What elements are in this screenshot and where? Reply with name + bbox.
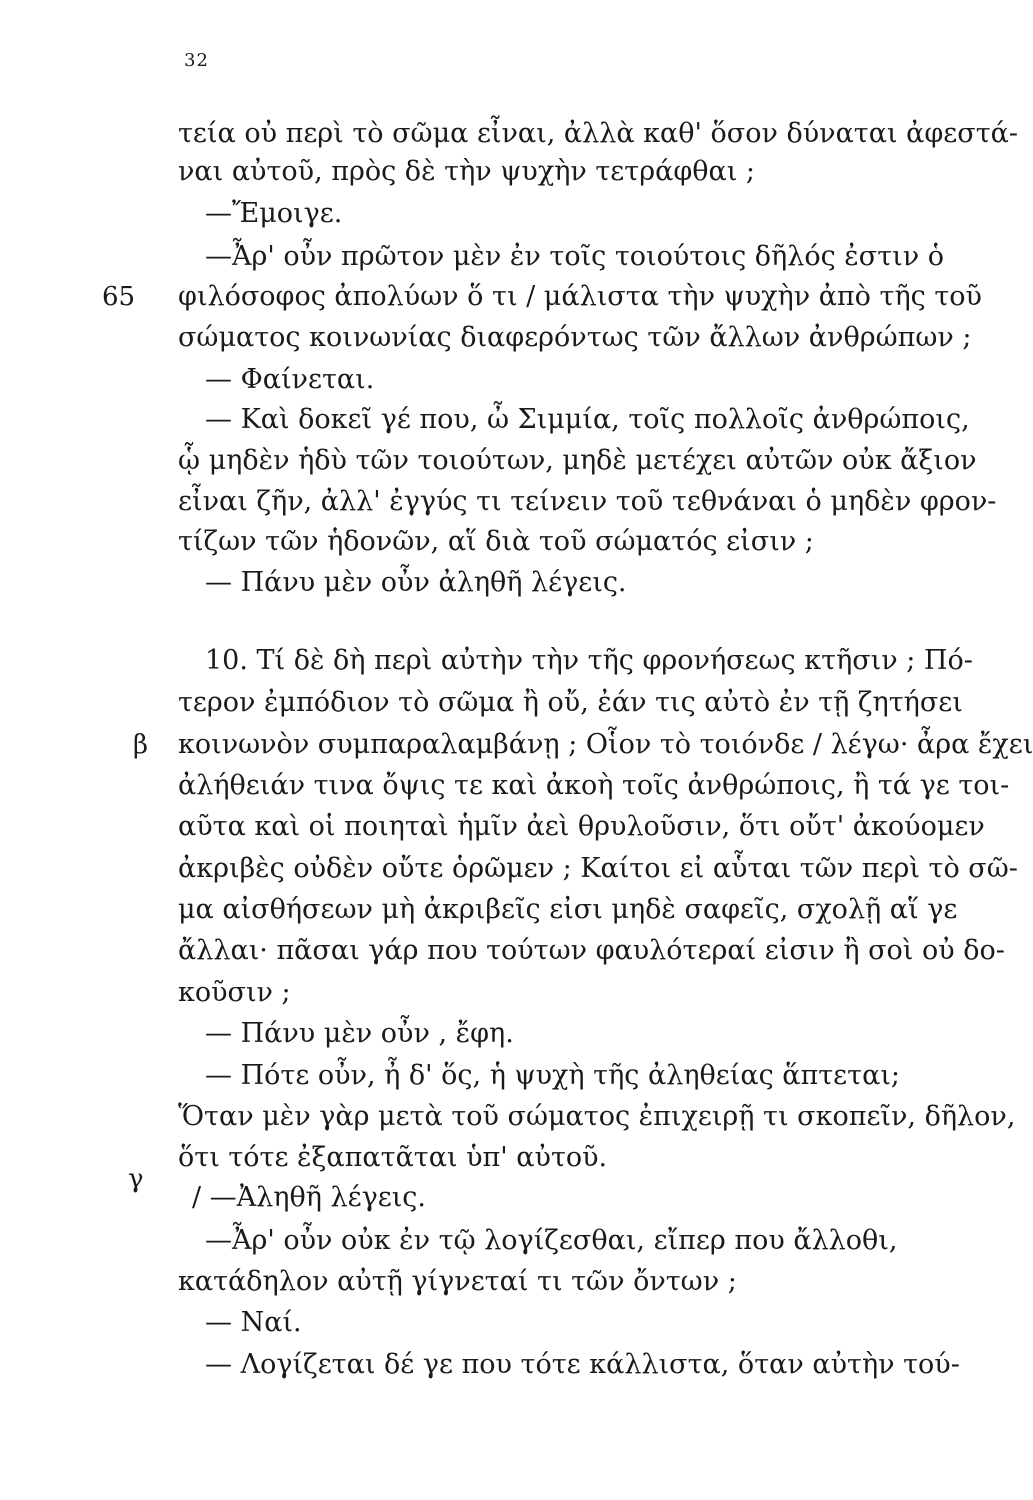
text-line: ναι αὐτοῦ, πρὸς δὲ τὴν ψυχὴν τετράφθαι ; — [178, 156, 755, 187]
text-line: κατάδηλον αὐτῇ γίγνεταί τι τῶν ὄντων ; — [178, 1266, 737, 1297]
text-line: —Ἔμοιγε. — [205, 198, 343, 229]
text-line: — Ναί. — [205, 1307, 302, 1338]
text-line: μα αἰσθήσεων μὴ ἀκριβεῖς εἰσι μηδὲ σαφεῖς, σχολῇ αἵ γε — [178, 894, 958, 925]
text-line: ᾧ μηδὲν ἡδὺ τῶν τοιούτων, μηδὲ μετέχει αὐτῶν οὐκ ἄξιον — [178, 445, 977, 476]
text-line: — Πότε οὖν, ἦ δ' ὅς, ἡ ψυχὴ τῆς ἀληθείας ἅπτεται; — [205, 1060, 901, 1091]
text-line: τίζων τῶν ἡδονῶν, αἵ διὰ τοῦ σώματός εἰσιν ; — [178, 526, 814, 557]
text-line: τεία οὐ περὶ τὸ σῶμα εἶναι, ἀλλὰ καθ' ὅσον δύναται ἀφεστά- — [178, 118, 1018, 149]
text-line: —Ἆρ' οὖν πρῶτον μὲν ἐν τοῖς τοιούτοις δῆλός ἐστιν ὁ — [205, 241, 944, 272]
text-line: ὅτι τότε ἐξαπατᾶται ὑπ' αὐτοῦ. — [178, 1142, 608, 1173]
margin-section-marker-beta: β — [133, 730, 149, 760]
text-line: Ὅταν μὲν γὰρ μετὰ τοῦ σώματος ἐπιχειρῇ τι σκοπεῖν, δῆλον, — [178, 1101, 1016, 1132]
text-line: κοῦσιν ; — [178, 977, 291, 1008]
text-line: φιλόσοφος ἀπολύων ὅ τι / μάλιστα τὴν ψυχὴν ἀπὸ τῆς τοῦ — [178, 281, 982, 312]
text-line: ἄλλαι· πᾶσαι γάρ που τούτων φαυλότεραί εἰσιν ἢ σοὶ οὐ δο- — [178, 935, 1005, 966]
margin-line-number-65: 65 — [102, 282, 136, 312]
margin-section-marker-gamma: γ — [128, 1164, 144, 1194]
text-line: — Φαίνεται. — [205, 364, 375, 395]
text-line: — Πάνυ μὲν οὖν , ἔφη. — [205, 1018, 514, 1049]
text-line: / —Ἀληθῆ λέγεις. — [192, 1182, 426, 1213]
text-line: σώματος κοινωνίας διαφερόντως τῶν ἄλλων ἀνθρώπων ; — [178, 322, 972, 353]
text-line: τερον ἐμπόδιον τὸ σῶμα ἢ οὔ, ἐάν τις αὐτὸ ἐν τῇ ζητήσει — [178, 687, 963, 718]
text-line: ἀλήθειάν τινα ὄψις τε καὶ ἀκοὴ τοῖς ἀνθρώποις, ἢ τά γε τοι- — [178, 770, 1010, 801]
page-number: 32 — [184, 50, 209, 71]
text-line: ἀκριβὲς οὐδὲν οὔτε ὁρῶμεν ; Καίτοι εἰ αὗται τῶν περὶ τὸ σῶ- — [178, 853, 1018, 884]
text-line: αῦτα καὶ οἱ ποιηταὶ ἡμῖν ἀεὶ θρυλοῦσιν, ὅτι οὔτ' ἀκούομεν — [178, 811, 985, 842]
text-line: εἶναι ζῆν, ἀλλ' ἐγγύς τι τείνειν τοῦ τεθνάναι ὁ μηδὲν φρον- — [178, 486, 997, 517]
text-line: 10. Τί δὲ δὴ περὶ αὐτὴν τὴν τῆς φρονήσεως κτῆσιν ; Πό- — [205, 645, 973, 676]
text-line: —Ἆρ' οὖν οὐκ ἐν τῷ λογίζεσθαι, εἴπερ που ἄλλοθι, — [205, 1225, 898, 1256]
text-line: — Πάνυ μὲν οὖν ἀληθῆ λέγεις. — [205, 567, 627, 598]
text-line: — Καὶ δοκεῖ γέ που, ὦ Σιμμία, τοῖς πολλοῖς ἀνθρώποις, — [205, 404, 970, 435]
text-line: κοινωνὸν συμπαραλαμβάνῃ ; Οἷον τὸ τοιόνδε / λέγω· ἆρα ἔχει — [178, 729, 1033, 760]
text-line: — Λογίζεται δέ γε που τότε κάλλιστα, ὅταν αὐτὴν τού- — [205, 1349, 960, 1380]
